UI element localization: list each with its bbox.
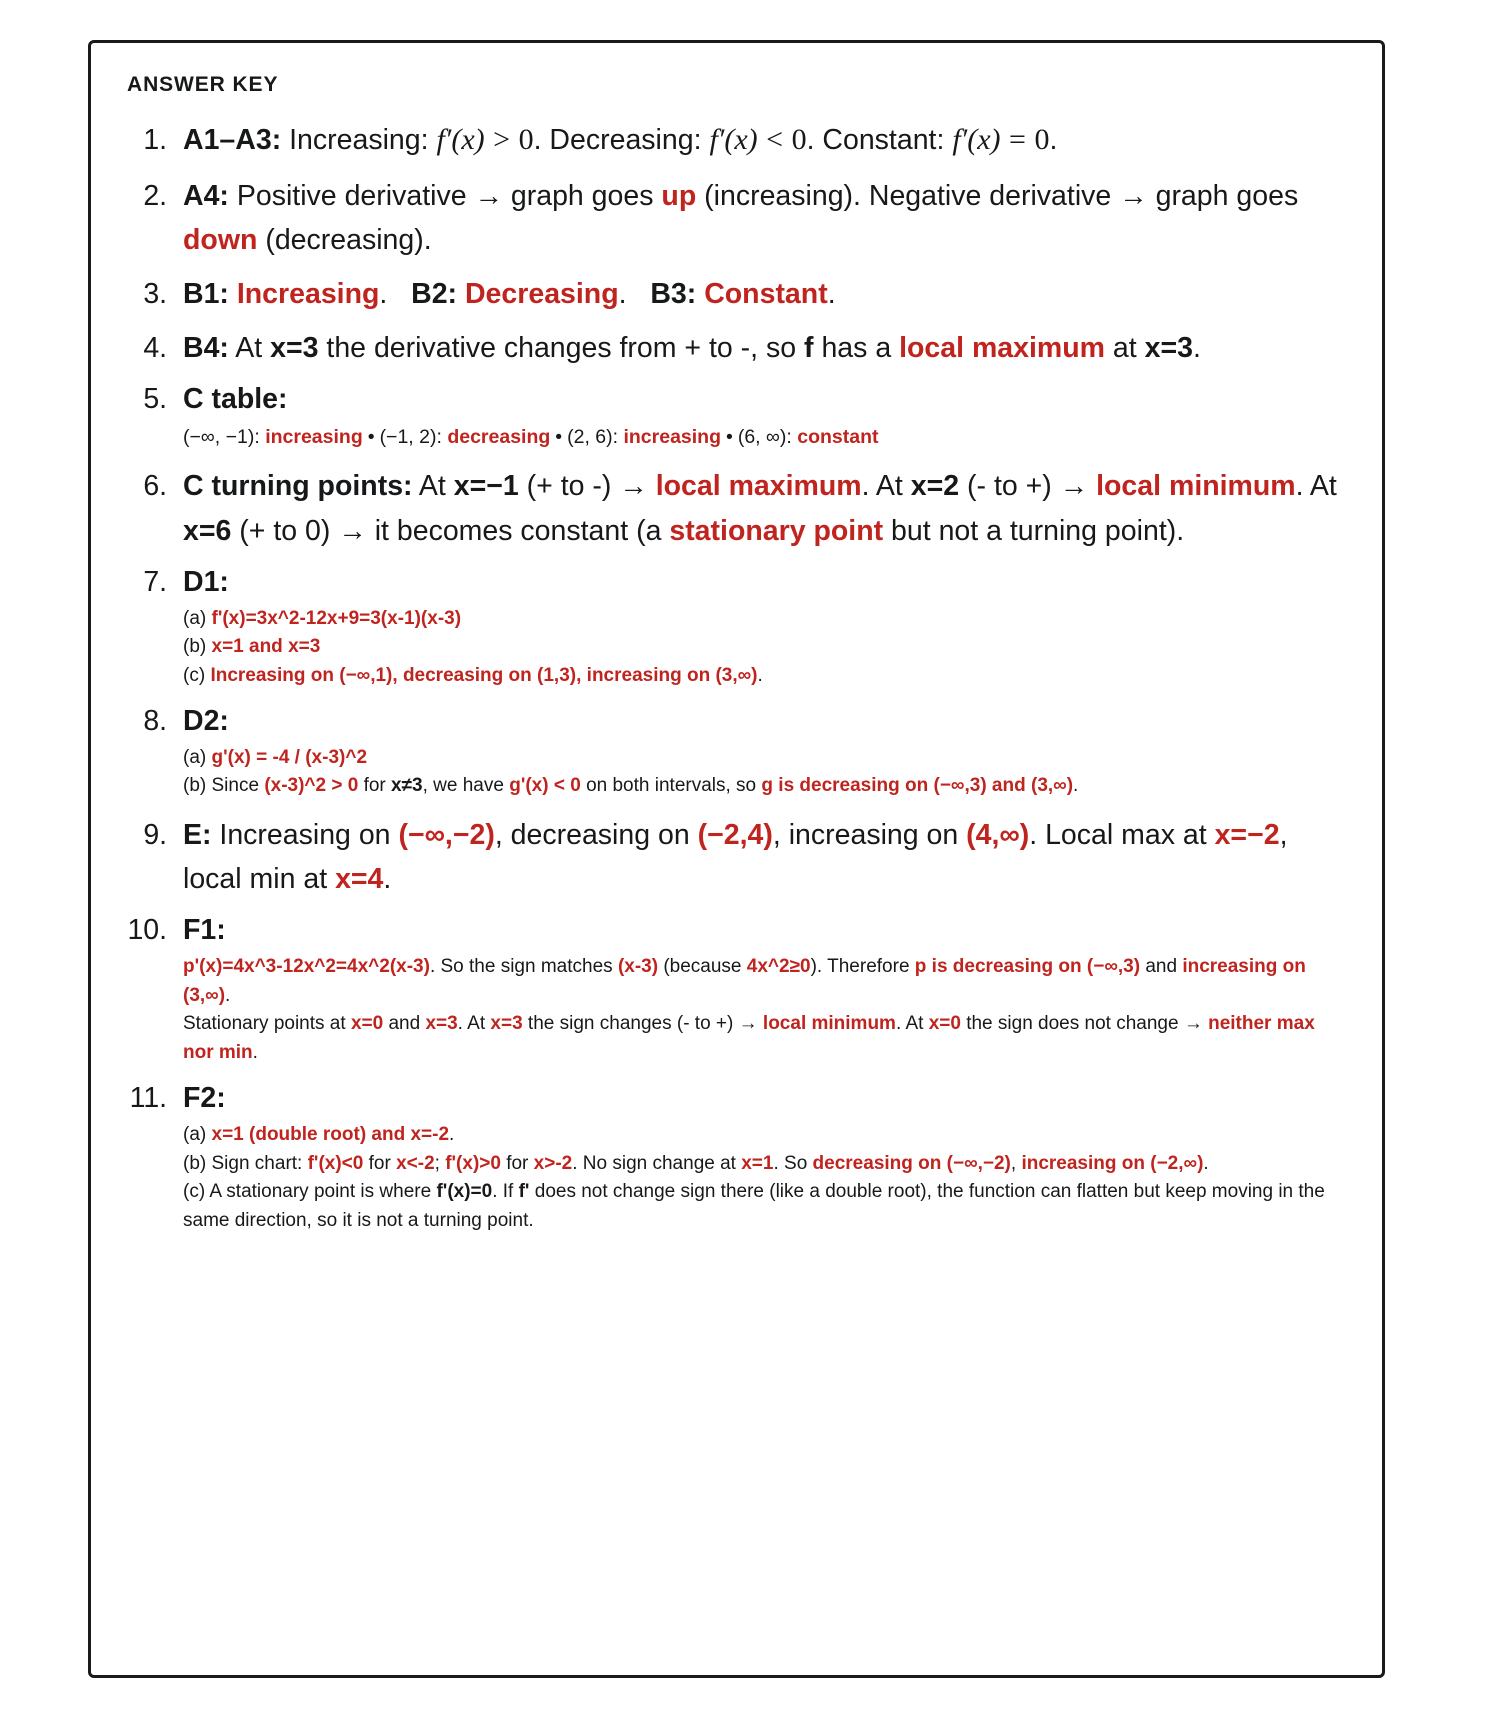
a1a3-rel-1: > <box>485 123 518 156</box>
b4-text-5: . <box>1192 332 1201 365</box>
answer-label-e: E: <box>183 818 212 851</box>
f2-b-text-2: for <box>363 1152 397 1174</box>
d1-b-prefix: (b) <box>183 636 212 658</box>
b4-text-3: has a <box>813 332 900 365</box>
c-table-interval-3: (2, 6): <box>567 426 619 449</box>
f1-q-text-1: Stationary points at <box>183 1013 351 1035</box>
answer-item-b1-b3 <box>175 272 1348 316</box>
page-title: ANSWER KEY <box>127 73 279 96</box>
a1a3-text-3: . Constant: <box>806 124 953 156</box>
answer-item-f2 <box>175 1079 1348 1235</box>
answer-item-f1 <box>175 911 1348 1067</box>
answer-label-b3: B3: <box>650 277 697 310</box>
answer-label-f1: 10. F1: <box>183 914 226 947</box>
cturn-keyword-stationary-point: stationary point <box>669 514 884 547</box>
a4-text-2: (increasing). Negative derivative → graph goes <box>696 179 1299 212</box>
e-text-5: , local min at <box>183 818 1288 896</box>
f2-c-text-1: A stationary point is where <box>209 1181 437 1203</box>
f2-b-domain-1: x<-2 <box>396 1152 435 1174</box>
e-text-2: , decreasing on <box>494 818 698 851</box>
d1-a-value: f'(x)=3x^2-12x+9=3(x-1)(x-3) <box>211 607 462 629</box>
f2-c-text-2: . If <box>492 1181 519 1203</box>
d2-line-b <box>183 772 1348 801</box>
a1a3-expr-3: f′(x) <box>952 123 1001 156</box>
answer-item-b4 <box>175 326 1348 370</box>
f1-derivative-expr: p'(x)=4x^3-12x^2=4x^2(x-3) <box>183 956 430 978</box>
answer-label-c-table: 5. C table: <box>183 383 288 416</box>
b4-keyword-local-maximum: local maximum <box>899 332 1106 365</box>
f1-paragraph-2 <box>183 1010 1348 1067</box>
c-table-intervals <box>183 423 1348 452</box>
c-table-separator-2: • <box>555 426 563 449</box>
cturn-text-6: (+ to 0) → it becomes constant (a <box>231 514 670 547</box>
f2-line-c <box>183 1178 1348 1235</box>
answer-item-c-table <box>175 380 1348 452</box>
c-table-separator-1: • <box>367 426 375 449</box>
f1-q-text-5: . At <box>895 1013 929 1035</box>
f2-c-prefix: (c) <box>183 1181 210 1203</box>
c-table-interval-1: (−∞, −1): <box>183 426 260 449</box>
a4-text-1: Positive derivative → graph goes <box>228 179 662 212</box>
f2-b-increasing-interval: increasing on (−2,∞) <box>1021 1152 1204 1174</box>
b4-x-value-1: x=3 <box>270 332 319 365</box>
answer-label-b1: B1: <box>183 277 229 310</box>
a1a3-text-4: . <box>1049 124 1058 156</box>
answer-item-e <box>175 813 1348 901</box>
a1a3-text-2: . Decreasing: <box>533 124 710 156</box>
cturn-text-2: (+ to -) → <box>518 470 656 503</box>
f1-p-text-5: . <box>225 984 231 1006</box>
d1-c-end: . <box>757 664 763 686</box>
d2-b-text-1: Since <box>211 775 265 797</box>
e-interval-2: (−2,4) <box>697 818 773 851</box>
f1-stationary-x-1: x=0 <box>350 1013 384 1035</box>
f1-q-text-6: the sign does not change → <box>960 1013 1209 1035</box>
c-table-state-1: increasing <box>265 426 363 449</box>
d2-line-a <box>183 744 1348 773</box>
f2-c-expr-2: f' <box>518 1181 530 1203</box>
e-interval-3: (4,∞) <box>966 818 1030 851</box>
f2-b-text-5: . No sign change at <box>572 1152 742 1174</box>
b4-text-2: the derivative changes from + to -, so <box>318 332 805 365</box>
b4-text-4: at <box>1105 332 1145 365</box>
f2-b-text-3: ; <box>434 1152 446 1174</box>
d2-b-text-5: . <box>1073 775 1079 797</box>
f2-b-domain-2: x>-2 <box>533 1152 573 1174</box>
d1-c-value: Increasing on (−∞,1), decreasing on (1,3), increasing on (3,∞) <box>210 664 758 686</box>
answer-item-d1 <box>175 563 1348 690</box>
e-text-6: . <box>383 863 392 896</box>
answer-item-a4 <box>175 174 1348 262</box>
cturn-x-value-3: x=6 <box>183 514 232 547</box>
f1-stationary-x-2: x=3 <box>425 1013 458 1035</box>
a1a3-expr-2: f′(x) <box>709 123 758 156</box>
f2-c-text-3: does not change sign there (like a double root), the function can flatten but keep moving in the same direction, so it is not a turning point. <box>183 1181 1325 1231</box>
a4-keyword-down: down <box>183 223 258 256</box>
f1-keyword-neither: neither max nor min <box>183 1013 1315 1063</box>
d2-b-text-4: on both intervals, so <box>580 775 762 797</box>
b4-function-symbol: f <box>804 332 814 365</box>
c-table-interval-2: (−1, 2): <box>379 426 442 449</box>
b1-value: Increasing <box>236 277 380 310</box>
f1-sign-change-x: x=3 <box>490 1013 523 1035</box>
d1-a-prefix: (a) <box>183 607 212 629</box>
f2-line-a <box>183 1121 1348 1150</box>
f2-b-no-change-x: x=1 <box>741 1152 774 1174</box>
d2-b-text-3: , we have <box>422 775 510 797</box>
f1-q-text-3: . At <box>457 1013 491 1035</box>
answer-label-d1: 7. D1: <box>183 565 229 598</box>
f1-decreasing-interval: p is decreasing on (−∞,3) <box>914 956 1141 978</box>
f1-paragraph-1 <box>183 953 1348 1010</box>
f1-q-text-4: the sign changes (- to +) → <box>522 1013 763 1035</box>
cturn-text-5: . At <box>1295 470 1337 503</box>
d2-b-prefix: (b) <box>183 775 212 797</box>
b3-period: . <box>827 277 836 310</box>
f2-c-expr-1: f'(x)=0 <box>436 1181 493 1203</box>
answer-label-a4: A4: <box>183 179 229 212</box>
cturn-text-7: but not a turning point). <box>883 514 1185 547</box>
f1-no-change-x: x=0 <box>928 1013 961 1035</box>
f2-b-expr-1: f'(x)<0 <box>307 1152 364 1174</box>
c-table-state-4: constant <box>797 426 879 449</box>
b3-value: Constant <box>704 277 828 310</box>
d1-b-value: x=1 and x=3 <box>211 636 321 658</box>
f2-b-text-8: . <box>1203 1152 1209 1174</box>
f1-sublines <box>183 953 1348 1067</box>
a1a3-expr-1: f′(x) <box>436 123 485 156</box>
answer-label-d2: 8. D2: <box>183 705 229 738</box>
f1-p-text-1: . So the sign matches <box>429 956 618 978</box>
answers-list <box>125 117 1348 1235</box>
b4-x-value-2-inner: x=3 <box>1144 332 1193 365</box>
a1a3-rel-2: < <box>758 123 791 156</box>
d2-b-condition: x≠3 <box>391 775 423 797</box>
e-local-max-x: x=−2 <box>1214 818 1280 851</box>
cturn-keyword-local-maximum: local maximum <box>655 470 862 503</box>
b4-text-1: At <box>228 332 271 365</box>
d2-sublines <box>183 744 1348 801</box>
f1-p-text-3: ). Therefore <box>810 956 915 978</box>
f1-factor: (x-3) <box>617 956 659 978</box>
f2-sublines <box>183 1121 1348 1235</box>
answer-item-c-turning-points <box>175 464 1348 552</box>
b2-value: Decreasing <box>464 277 619 310</box>
cturn-x-value-2: x=2 <box>910 470 960 503</box>
answer-label-a1-a3: A1–A3: <box>183 124 282 156</box>
f2-b-text-1: Sign chart: <box>211 1152 308 1174</box>
f1-p-text-4: and <box>1140 956 1183 978</box>
d2-b-text-2: for <box>358 775 392 797</box>
d2-b-expr-1: (x-3)^2 > 0 <box>264 775 359 797</box>
f2-line-b <box>183 1150 1348 1179</box>
answer-key-card <box>88 40 1385 1678</box>
d2-b-expr-2: g'(x) < 0 <box>509 775 581 797</box>
cturn-text-1: At <box>412 470 454 503</box>
d2-b-conclusion: g is decreasing on (−∞,3) and (3,∞) <box>761 775 1074 797</box>
answer-label-c-turning-points: C turning points: <box>183 470 413 503</box>
e-text-4: . Local max at <box>1029 818 1215 851</box>
e-interval-1: (−∞,−2) <box>398 818 495 851</box>
a1a3-zero-3: 0 <box>1034 123 1050 156</box>
a1a3-rel-3: = <box>1001 123 1034 156</box>
f1-q-text-7: . <box>252 1041 258 1063</box>
a1a3-zero-1: 0 <box>518 123 534 156</box>
d2-a-value: g'(x) = -4 / (x-3)^2 <box>211 746 368 768</box>
f2-b-expr-2: f'(x)>0 <box>445 1152 501 1174</box>
c-table-state-3: increasing <box>623 426 722 449</box>
c-table-state-2: decreasing <box>447 426 551 449</box>
f2-b-prefix: (b) <box>183 1152 212 1174</box>
f1-nonneg-expr: 4x^2≥0 <box>746 956 811 978</box>
answer-label-b2: B2: <box>411 277 458 310</box>
d2-a-prefix: (a) <box>183 746 212 768</box>
e-text-3: , increasing on <box>772 818 967 851</box>
a1a3-zero-2: 0 <box>791 123 807 156</box>
e-text-1: Increasing on <box>211 818 399 851</box>
b2-period: . <box>618 277 627 310</box>
c-table-interval-4: (6, ∞): <box>737 426 792 449</box>
f1-keyword-local-minimum: local minimum <box>762 1013 896 1035</box>
d1-line-a <box>183 605 1348 634</box>
f2-b-text-4: for <box>500 1152 534 1174</box>
a1a3-text-1: Increasing: <box>281 124 437 156</box>
cturn-x-value-1: x=−1 <box>453 470 519 503</box>
cturn-text-3: . At <box>861 470 911 503</box>
f2-b-text-7: , <box>1010 1152 1022 1174</box>
f1-p-text-2: (because <box>658 956 747 978</box>
d1-c-prefix: (c) <box>183 664 211 686</box>
f2-a-end: . <box>449 1124 455 1146</box>
answer-item-d2 <box>175 702 1348 801</box>
cturn-text-4: (- to +) → <box>959 470 1097 503</box>
a4-keyword-up: up <box>661 179 697 212</box>
d1-line-b <box>183 633 1348 662</box>
b1-period: . <box>379 277 388 310</box>
e-local-min-x: x=4 <box>335 863 384 896</box>
f1-q-text-2: and <box>383 1013 426 1035</box>
answer-label-f2: 11. F2: <box>183 1082 226 1115</box>
f1-increasing-interval: increasing on (3,∞) <box>183 956 1306 1006</box>
a4-text-3: (decreasing). <box>257 223 432 256</box>
f2-b-decreasing-interval: decreasing on (−∞,−2) <box>812 1152 1011 1174</box>
f2-a-roots: x=1 (double root) and x=-2 <box>211 1124 450 1146</box>
f2-a-prefix: (a) <box>183 1124 212 1146</box>
d1-sublines <box>183 605 1348 691</box>
answer-item-a1-a3 <box>175 117 1348 164</box>
c-table-separator-3: • <box>726 426 733 449</box>
b4-x-value-2 <box>1145 332 1193 364</box>
answer-key-body <box>91 43 1382 1267</box>
f2-b-text-6: . So <box>773 1152 813 1174</box>
cturn-keyword-local-minimum: local minimum <box>1096 470 1296 503</box>
answer-label-b4: B4: <box>183 332 229 365</box>
d1-line-c <box>183 662 1348 691</box>
